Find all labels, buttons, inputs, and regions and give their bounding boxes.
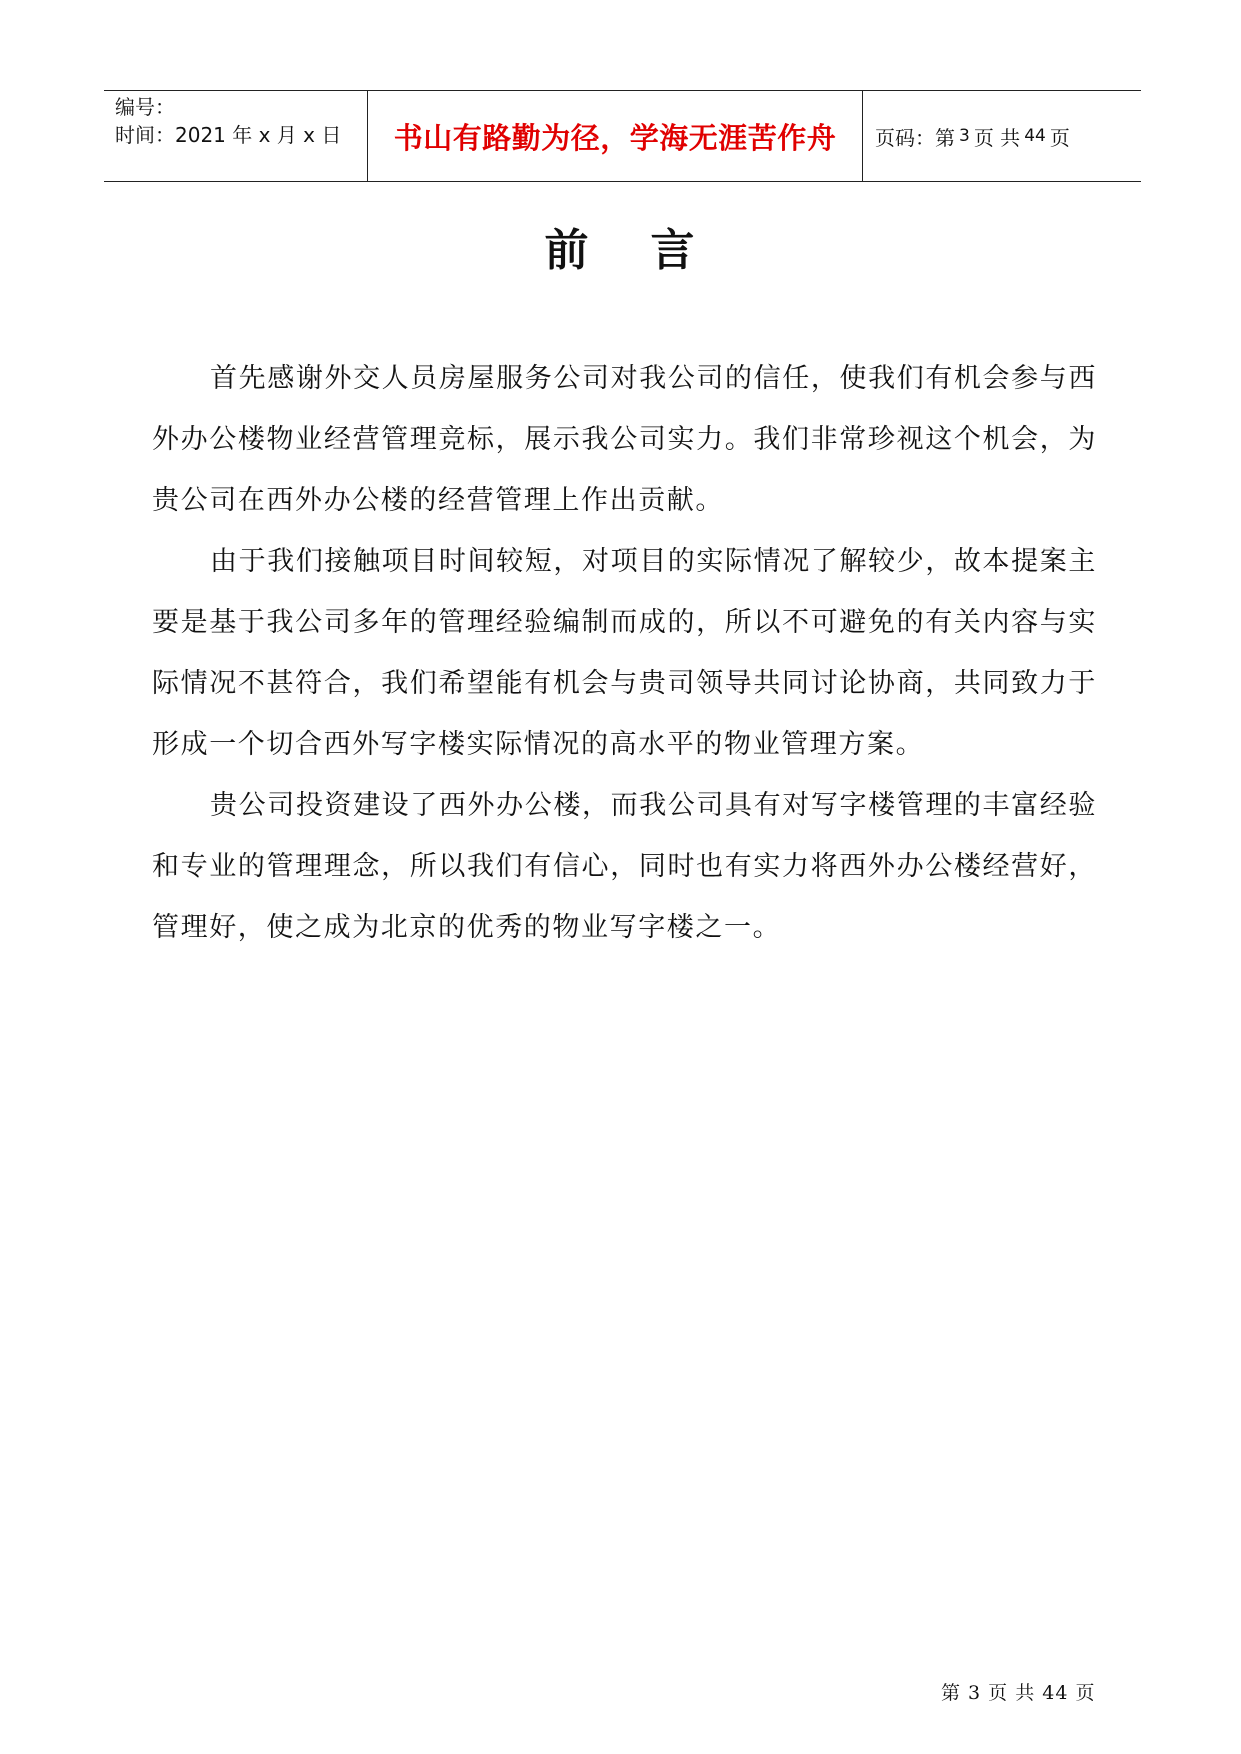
page-title (0, 214, 1241, 278)
document-number-label: 编号： (115, 95, 175, 119)
page-mid: 页 共 (973, 125, 1021, 150)
page-suffix: 页 (1049, 125, 1070, 150)
header-motto: 书山有路勤为径，学海无涯苦作舟 (368, 91, 863, 181)
paragraph-2: 由于我们接触项目时间较短，对项目的实际情况了解较少，故本提案主要是基于我公司多年的管理经验编制而成的，所以不可避免的有关内容与实际情况不甚符合，我们希望能有机会与贵司领导共同讨论协商，共同致力于形成一个切合西外写字楼实际情况的高水平的物业管理方案。 (152, 546, 1097, 760)
header-meta (104, 91, 368, 181)
title-part-2: 言 (650, 225, 697, 276)
paragraph-3: 贵公司投资建设了西外办公楼，而我公司具有对写字楼管理的丰富经验和专业的管理理念，所以我们有信心，同时也有实力将西外办公楼经营好，管理好，使之成为北京的优秀的物业写字楼之一。 (152, 790, 1097, 943)
paragraph-1: 首先感谢外交人员房屋服务公司对我公司的信任，使我们有机会参与西外办公楼物业经营管理竞标，展示我公司实力。我们非常珍视这个机会，为贵公司在西外办公楼的经营管理上作出贡献。 (152, 363, 1097, 516)
header-page-info (863, 91, 1141, 181)
page-total: 44 (1024, 126, 1046, 146)
document-time-label: 时间：2021 年 x 月 x 日 (115, 123, 342, 147)
page-footer: 第 3 页 共 44 页 (941, 1682, 1096, 1704)
page-header (104, 90, 1141, 182)
document-body (152, 348, 1097, 958)
page-current: 3 (959, 126, 970, 146)
page-prefix: 页码：第 (875, 125, 955, 150)
title-part-1: 前 (544, 225, 591, 276)
